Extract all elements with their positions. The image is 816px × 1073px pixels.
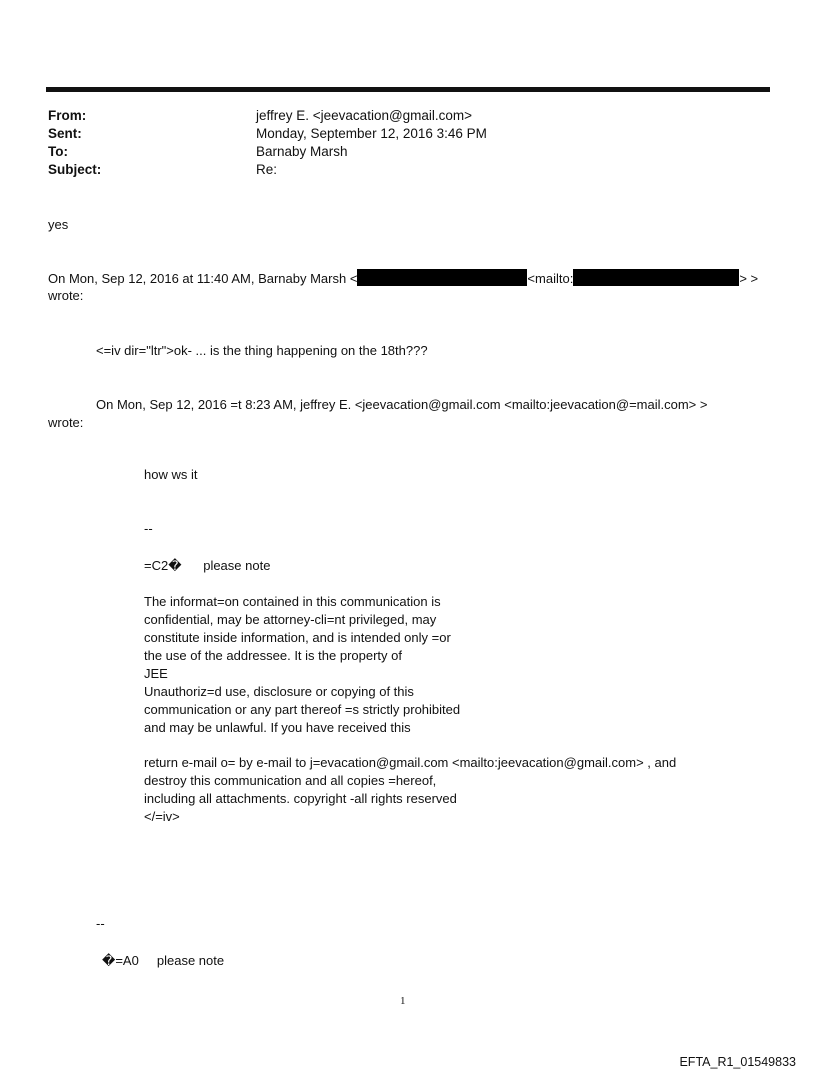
- quote1-mid: <mailto:: [527, 271, 574, 286]
- disclaimer-paragraph-2: [144, 754, 676, 826]
- disclaimer-line: the use of the addressee. It is the property of: [144, 648, 402, 663]
- header-rule: [46, 87, 770, 92]
- redaction-box: [573, 269, 739, 286]
- document-id: EFTA_R1_01549833: [679, 1055, 796, 1069]
- disclaimer-line: constitute inside information, and is intended only =or: [144, 630, 451, 645]
- quote1-suffix: > >: [739, 271, 759, 286]
- subject-row: [48, 161, 748, 179]
- disclaimer-line: including all attachments. copyright -all rights reserved: [144, 791, 457, 806]
- disclaimer-paragraph: [144, 593, 460, 737]
- quote1-prefix: On Mon, Sep 12, 2016 at 11:40 AM, Barnaby Marsh <: [48, 271, 358, 286]
- subject-label: Subject:: [48, 162, 102, 177]
- quote1-wrote: wrote:: [48, 288, 84, 303]
- disclaimer-line: The informat=on contained in this communication is: [144, 594, 441, 609]
- from-row: [48, 107, 748, 125]
- disclaimer-line: </=iv>: [144, 809, 180, 824]
- signature2-separator: --: [96, 916, 105, 931]
- quote1-line: [48, 269, 758, 288]
- quoted-message: <=iv dir="ltr">ok- ... is the thing happening on the 18th???: [96, 343, 428, 358]
- nested-message: how ws it: [144, 467, 198, 482]
- sent-row: [48, 125, 748, 143]
- signature2-note: �=A0 please note: [102, 953, 225, 968]
- disclaimer-line: JEE: [144, 666, 168, 681]
- email-header: [48, 107, 748, 179]
- quote2-line: On Mon, Sep 12, 2016 =t 8:23 AM, jeffrey E. <jeevacation@gmail.com <mailto:jeevacation@=mail.com> >: [96, 397, 708, 412]
- disclaimer-line: confidential, may be attorney-cli=nt privileged, may: [144, 612, 437, 627]
- disclaimer-line: Unauthoriz=d use, disclosure or copying of this: [144, 684, 414, 699]
- quote2-wrote: wrote:: [48, 415, 84, 430]
- disclaimer-line: destroy this communication and all copies =hereof,: [144, 773, 437, 788]
- redaction-box: [357, 269, 527, 286]
- to-row: [48, 143, 748, 161]
- subject-value: Re:: [256, 162, 278, 177]
- to-value: Barnaby Marsh: [256, 144, 348, 159]
- to-label: To:: [48, 144, 68, 159]
- disclaimer-line: and may be unlawful. If you have received this: [144, 720, 411, 735]
- sent-value: Monday, September 12, 2016 3:46 PM: [256, 126, 487, 141]
- reply-text: yes: [48, 217, 69, 232]
- signature-separator: --: [144, 521, 153, 536]
- from-label: From:: [48, 108, 87, 123]
- from-value: jeffrey E. <jeevacation@gmail.com>: [256, 108, 473, 123]
- disclaimer-line: return e-mail o= by e-mail to j=evacation@gmail.com <mailto:jeevacation@gmail.com> , and: [144, 755, 677, 770]
- page-number: 1: [400, 995, 406, 1007]
- disclaimer-line: communication or any part thereof =s strictly prohibited: [144, 702, 461, 717]
- signature-note: =C2� please note: [144, 558, 271, 573]
- sent-label: Sent:: [48, 126, 82, 141]
